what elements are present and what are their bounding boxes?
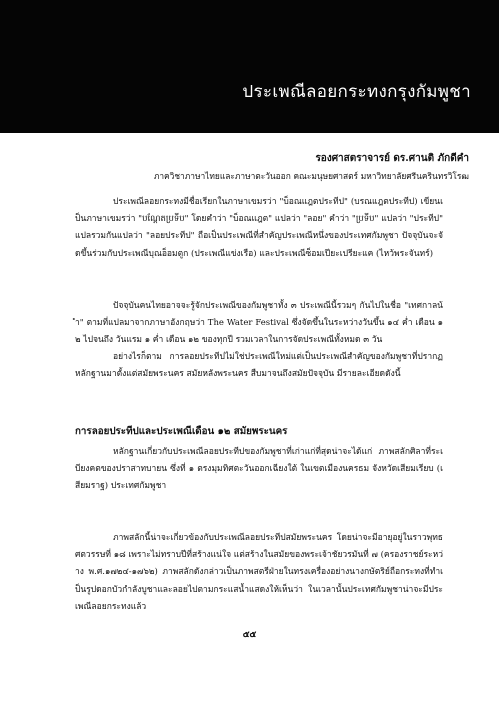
paragraph-3 [75, 349, 443, 383]
paragraph-4 [75, 444, 443, 496]
paragraph-1 [75, 194, 443, 263]
paragraph-2-text: ปัจจุบันคนไทยอาจจะรู้จักประเพณีของกัมพูชาทั้ง ๓ ประเพณีนี้รวมๆ กันไปในชื่อ "เทศกาลน้ำ" ตามที่แปลมาจากภาษาอังกฤษว่า The Water Festival ซึ่งจัดขึ้นในระหว่างวันขึ้น ๑๔ ค่ำ เดือน ๑๒ ไปจนถึง วันแรม ๑ ค่ำ เดือน ๑๒ ของทุกปี รวมเวลาในการจัดประเพณีทั้งหมด ๓ วัน [75, 301, 443, 346]
paragraph-5-text: ภาพสลักนี้น่าจะเกี่ยวข้องกับประเพณีลอยประทีปสมัยพระนคร โดยน่าจะมีอายุอยู่ในราวพุทธศตวรรษที่ ๑๘ เพราะไม่ทราบปีที่สร้างแน่ใจ แต่สร้างในสมัยของพระเจ้าชัยวรมันที่ ๗ (ครองราชย์ระหว่าง พ.ศ.๑๗๒๔-๑๗๖๒) ภาพสลักดังกล่าวเป็นภาพสตรีฝ่ายในทรงเครื่องอย่างนางกษัตริย์ถือกระทงที่ทำเป็นรูปดอกบัวกำลังบูชาและลอยไปตามกระแสน้ำแสดงให้เห็นว่า ในเวลานั้นประเทศกัมพูชาน่าจะมีประเพณีลอยกระทงแล้ว [75, 533, 443, 612]
page-number: ๕๕ [242, 630, 257, 640]
paragraph-1-text: ประเพณีลอยกระทงมีชื่อเรียกในภาษาเขมรว่า "บ็อณแฎตประทีป" (บรณแฎตประทีป) เขียนเป็นภาษาเขมรว่า "បណ្ដែតប្រទីប" โดยคำว่า "บ็อณแฎต" แปลว่า "ลอย" คำว่า "ប្រទីប" แปลว่า "ประทีป" แปลรวมกันแปลว่า "ลอยประทีป" ถือเป็นประเพณีที่สำคัญประเพณีหนึ่งของประเทศกัมพูชา ปัจจุบันจะจัดขึ้นร่วมกับประเพณีบุณอ็อมตูก (ประเพณีแข่งเรือ) และประเพณีซ็อมเปียะเปรียะแค (ไหว้พระจันทร์) [75, 197, 443, 259]
paragraph-4-text: หลักฐานเกี่ยวกับประเพณีลอยประทีปของกัมพูชาที่เก่าแก่ที่สุดน่าจะได้แก่ ภาพสลักศิลาที่ระเบียงคตของปราสาทบายน ซึ่งที่ ๑ ตรงมุมทิศตะวันออกเฉียงใต้ ในเขตเมืองนครธม จังหวัดเสียมเรียบ (เสียมราฐ) ประเทศกัมพูชา [75, 447, 443, 492]
paragraph-5 [75, 530, 443, 616]
paragraph-3-text: อย่างไรก็ตาม การลอยประทีปไม่ใช่ประเพณีใหม่แต่เป็นประเพณีสำคัญของกัมพูชาที่ปรากฏหลักฐานมาตั้งแต่สมัยพระนคร สมัยหลังพระนคร สืบมาจนถึงสมัยปัจจุบัน มีรายละเอียดดังนี้ [75, 352, 443, 380]
author-affiliation: ภาควิชาภาษาไทยและภาษาตะวันออก คณะมนุษยศาสตร์ มหาวิทยาลัยศรีนครินทรวิโรฒ [153, 171, 469, 181]
paragraph-2 [75, 298, 443, 350]
title-banner [0, 0, 499, 133]
author-name: รองศาสตราจารย์ ดร.ศานติ ภักดีคำ [315, 153, 469, 164]
page-title: ประเพณีลอยกระทงกรุงกัมพูชา [242, 82, 471, 102]
section-heading: การลอยประทีปและประเพณีเดือน ๑๒ สมัยพระนคร [75, 426, 288, 437]
